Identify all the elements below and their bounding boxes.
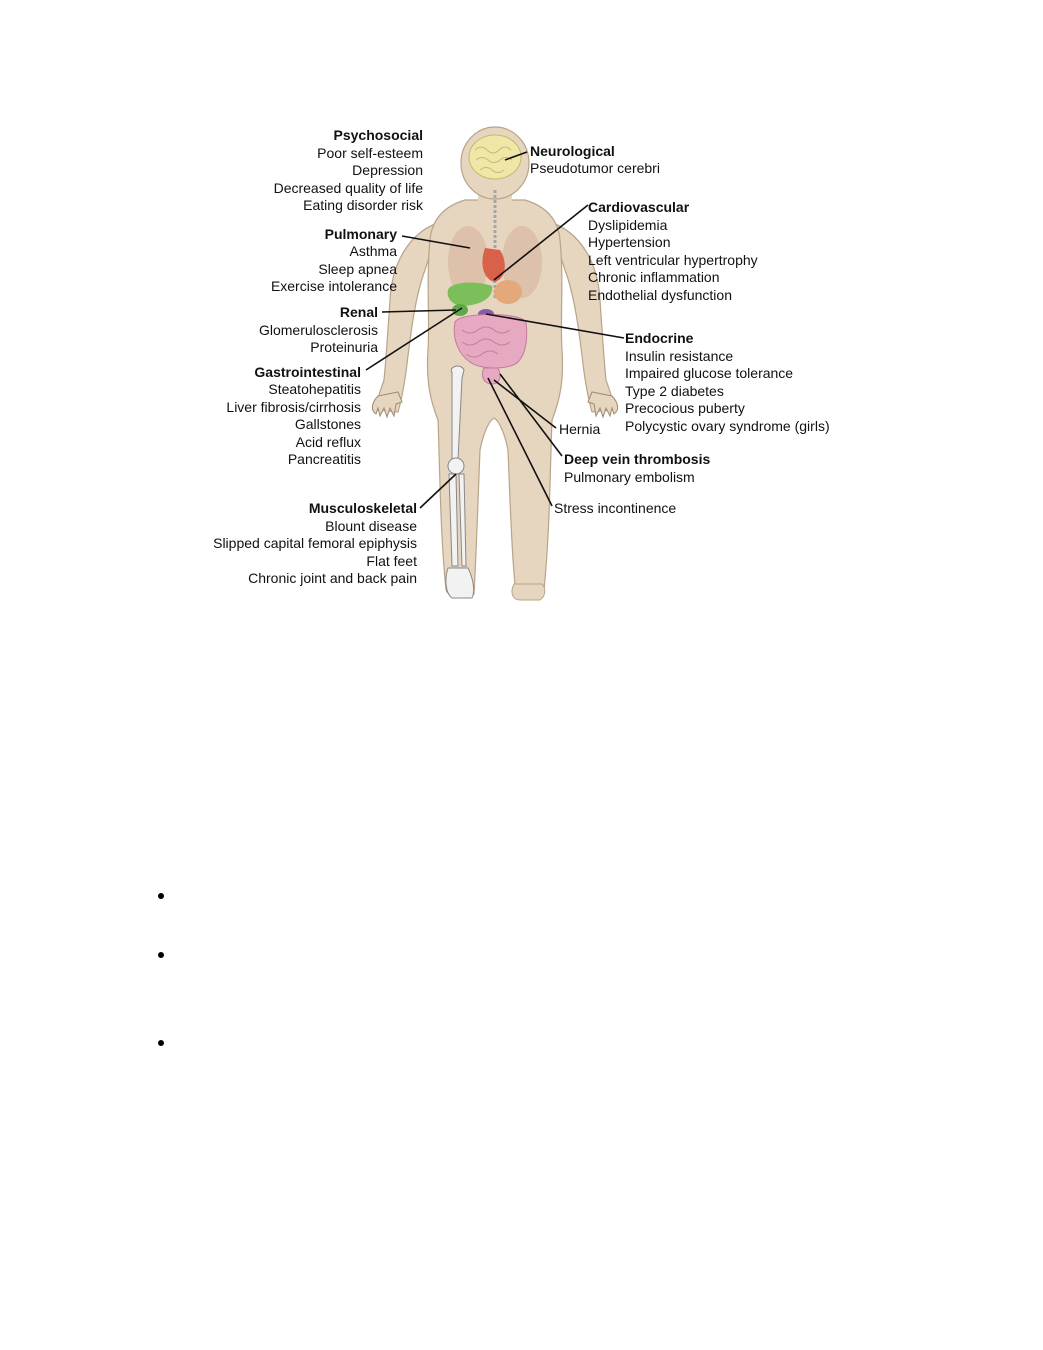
- musculoskeletal-item: Blount disease: [325, 518, 417, 534]
- bullet-marker: [158, 952, 164, 958]
- endocrine-item: Type 2 diabetes: [625, 383, 724, 399]
- endocrine-item: Impaired glucose tolerance: [625, 365, 794, 381]
- dvt-item: Pulmonary embolism: [564, 469, 695, 485]
- stress-incontinence-title: Stress incontinence: [554, 500, 677, 516]
- psychosocial-item: Eating disorder risk: [303, 197, 423, 213]
- label-endocrine: [625, 330, 830, 434]
- neurological-item: Pseudotumor cerebri: [530, 160, 660, 176]
- cardiovascular-item: Left ventricular hypertrophy: [588, 252, 758, 268]
- pulmonary-item: Exercise intolerance: [270, 278, 397, 294]
- gastrointestinal-item: Pancreatitis: [287, 451, 361, 467]
- dvt-title: Deep vein thrombosis: [564, 451, 711, 467]
- label-stress-incontinence: [554, 500, 676, 516]
- gastrointestinal-item: Gallstones: [294, 416, 361, 432]
- bullet-marker: [158, 893, 164, 899]
- renal-item: Glomerulosclerosis: [258, 322, 378, 338]
- musculoskeletal-item: Flat feet: [366, 553, 417, 569]
- obesity-complications-diagram: [0, 0, 1043, 640]
- foot-bones: [446, 568, 474, 598]
- stomach: [494, 280, 522, 304]
- label-cardiovascular: [588, 199, 758, 303]
- psychosocial-item: Depression: [352, 162, 423, 178]
- gastrointestinal-item: Acid reflux: [295, 434, 361, 450]
- cardiovascular-title: Cardiovascular: [588, 199, 690, 215]
- musculoskeletal-item: Chronic joint and back pain: [248, 570, 417, 586]
- renal-title: Renal: [339, 304, 378, 320]
- label-gastrointestinal: [226, 364, 361, 467]
- label-neurological: [530, 143, 660, 176]
- label-psychosocial: [274, 127, 424, 213]
- pulmonary-title: Pulmonary: [324, 226, 397, 242]
- cardiovascular-item: Dyslipidemia: [588, 217, 668, 233]
- psychosocial-item: Poor self-esteem: [317, 145, 423, 161]
- endocrine-title: Endocrine: [625, 330, 694, 346]
- knee: [448, 458, 464, 474]
- gastrointestinal-item: Liver fibrosis/cirrhosis: [226, 399, 361, 415]
- gastrointestinal-item: Steatohepatitis: [268, 381, 361, 397]
- hernia-title: Hernia: [559, 421, 601, 437]
- psychosocial-item: Decreased quality of life: [273, 180, 423, 196]
- pulmonary-item: Sleep apnea: [318, 261, 397, 277]
- endocrine-item: Insulin resistance: [625, 348, 734, 364]
- gastrointestinal-title: Gastrointestinal: [254, 364, 361, 380]
- neurological-title: Neurological: [530, 143, 615, 159]
- endocrine-item: Polycystic ovary syndrome (girls): [625, 418, 830, 434]
- musculoskeletal-item: Slipped capital femoral epiphysis: [213, 535, 417, 551]
- endocrine-item: Precocious puberty: [625, 400, 745, 416]
- cardiovascular-item: Endothelial dysfunction: [588, 287, 732, 303]
- label-renal: [259, 304, 378, 355]
- psychosocial-title: Psychosocial: [333, 127, 423, 143]
- label-hernia: [559, 421, 600, 437]
- musculoskeletal-title: Musculoskeletal: [308, 500, 417, 516]
- renal-item: Proteinuria: [310, 339, 378, 355]
- cardiovascular-item: Hypertension: [588, 234, 671, 250]
- right-foot: [512, 584, 545, 600]
- label-musculoskeletal: [213, 500, 417, 586]
- label-dvt: [564, 451, 710, 485]
- pulmonary-item: Asthma: [349, 243, 397, 259]
- bullet-marker: [158, 1040, 164, 1046]
- label-pulmonary: [271, 226, 397, 294]
- cardiovascular-item: Chronic inflammation: [588, 269, 720, 285]
